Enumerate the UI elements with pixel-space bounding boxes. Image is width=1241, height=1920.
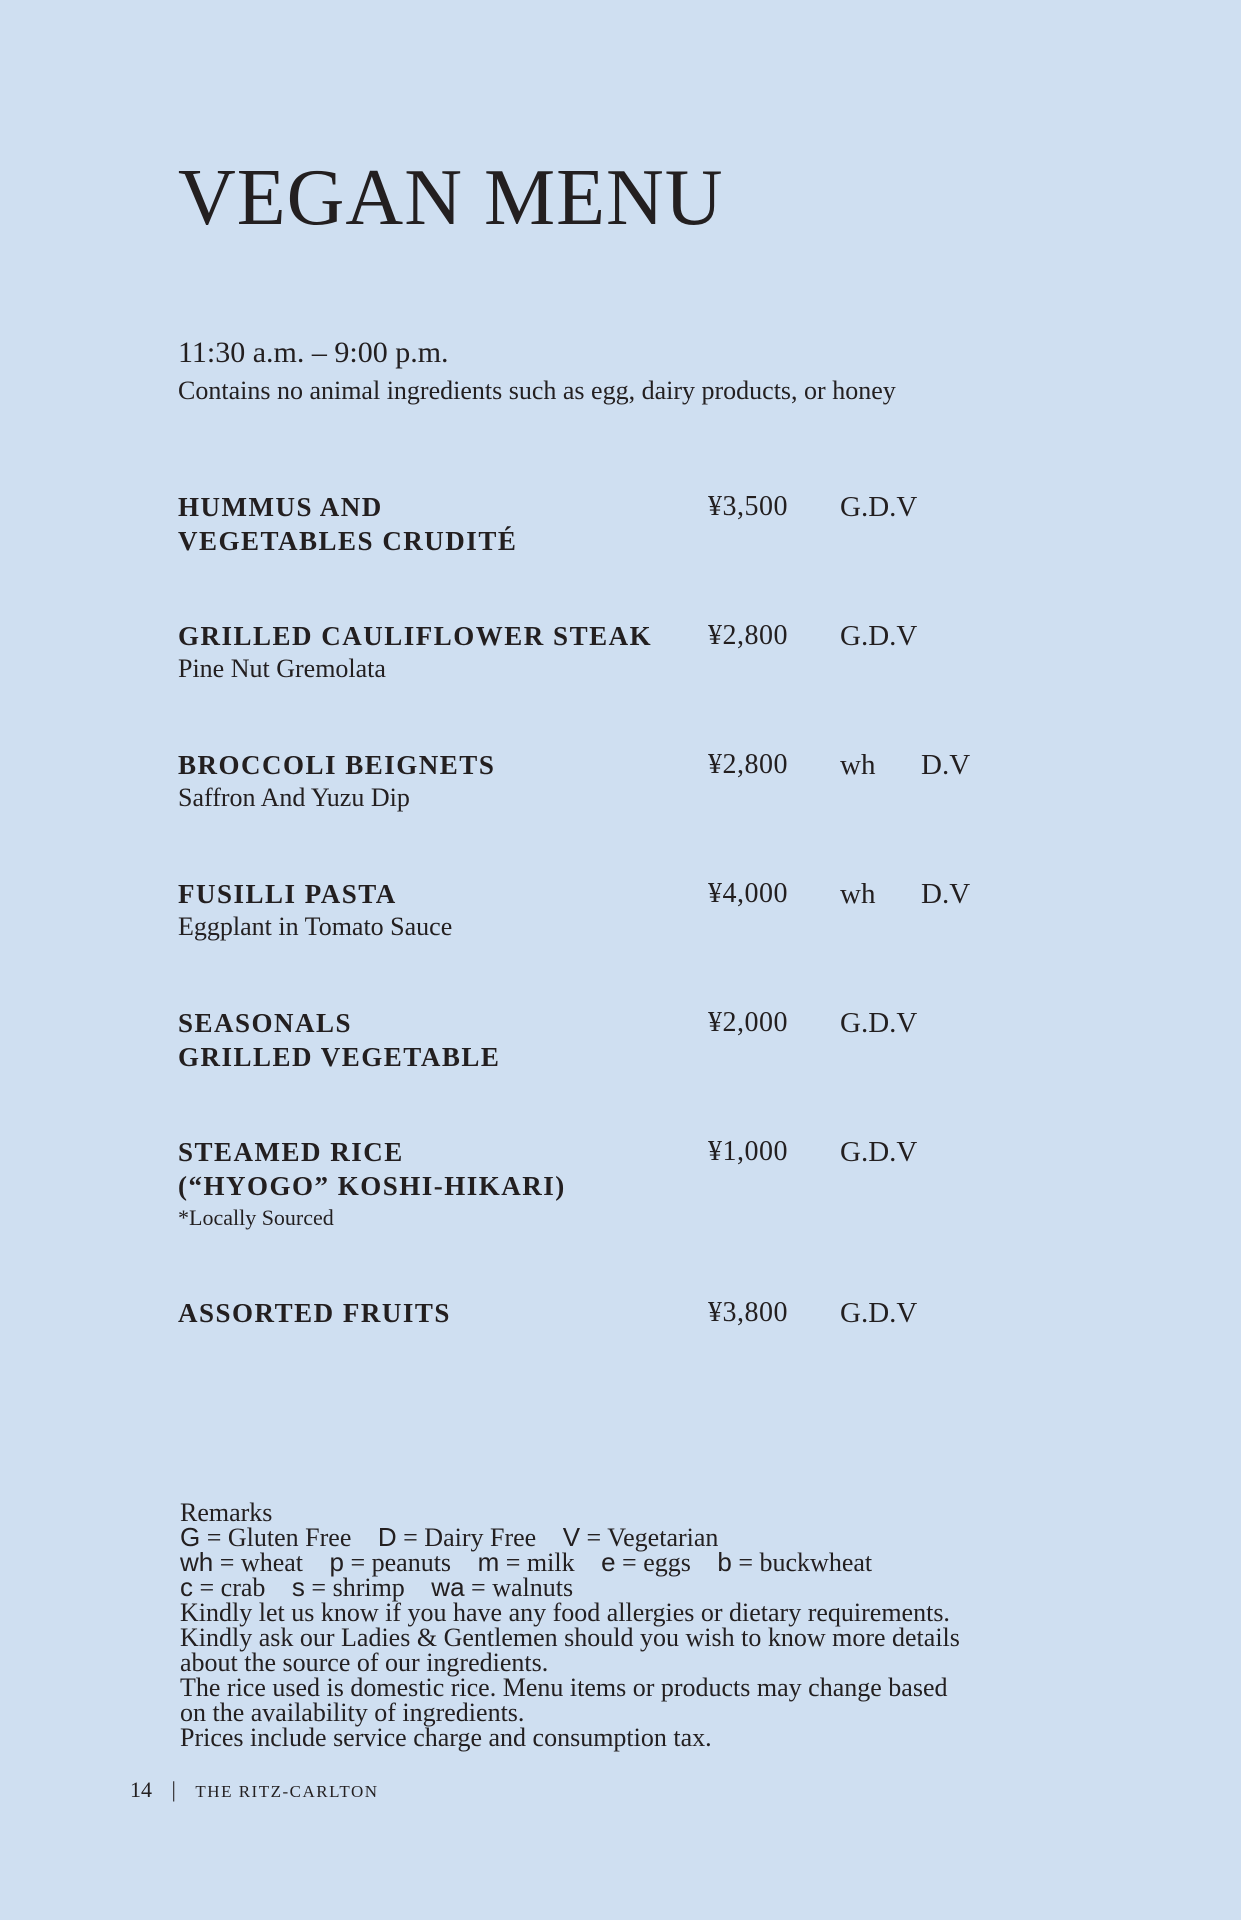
page-footer: [130, 1776, 379, 1806]
menu-item-hummus: [178, 490, 1078, 558]
item-price: ¥2,800: [708, 749, 788, 780]
item-dietary-tag: G.D.V: [840, 1297, 918, 1329]
legend-code: V: [562, 1522, 581, 1552]
remarks-line: The rice used is domestic rice. Menu items or products may change based: [180, 1673, 948, 1702]
menu-item-fusilli: [178, 877, 1078, 943]
service-hours: 11:30 a.m. – 9:00 p.m.: [178, 336, 449, 369]
legend-code: p: [329, 1547, 344, 1577]
item-price: ¥3,800: [708, 1297, 788, 1328]
menu-item-broccoli: [178, 748, 1078, 814]
remarks-line: Kindly ask our Ladies & Gentlemen should you wish to know more details: [180, 1623, 960, 1652]
remarks-line: Prices include service charge and consumption tax.: [180, 1723, 712, 1752]
footer-separator: |: [171, 1777, 176, 1802]
legend-code: e: [601, 1547, 616, 1577]
remarks-line: Kindly let us know if you have any food allergies or dietary requirements.: [180, 1598, 950, 1627]
remarks-section: [180, 1500, 1080, 1750]
legend-meaning: = buckwheat: [738, 1548, 873, 1577]
menu-item-cauliflower: [178, 619, 1078, 685]
legend-code: b: [717, 1547, 732, 1577]
page-number: 14: [130, 1777, 152, 1802]
item-allergen-tag: wh: [840, 749, 876, 781]
brand-name: THE RITZ-CARLTON: [195, 1782, 379, 1801]
legend-row: [180, 1522, 1080, 1552]
item-name: BROCCOLI BEIGNETS: [178, 750, 496, 780]
item-name-line2: (“HYOGO” KOSHI-HIKARI): [178, 1171, 566, 1201]
legend-code: wa: [431, 1572, 465, 1602]
legend-row: [180, 1572, 1080, 1602]
legend-meaning: = walnuts: [471, 1573, 574, 1602]
item-name: FUSILLI PASTA: [178, 879, 397, 909]
legend-code: D: [377, 1522, 397, 1552]
item-dietary-tag: G.D.V: [840, 1136, 918, 1168]
legend-meaning: = wheat: [219, 1548, 303, 1577]
item-name-line2: VEGETABLES CRUDITÉ: [178, 526, 518, 556]
menu-item-fruits: [178, 1296, 1078, 1330]
legend-meaning: = crab: [199, 1573, 266, 1602]
item-dietary-tag: D.V: [921, 749, 971, 781]
item-allergen-tag: wh: [840, 878, 876, 910]
legend-code: G: [180, 1522, 201, 1552]
legend-code: c: [180, 1572, 193, 1602]
remarks-line: on the availability of ingredients.: [180, 1698, 525, 1727]
legend-meaning: = milk: [505, 1548, 575, 1577]
item-dietary-tag: G.D.V: [840, 1007, 918, 1039]
menu-title: VEGAN MENU: [178, 154, 724, 242]
item-description: Pine Nut Gremolata: [178, 654, 386, 683]
item-description: Saffron And Yuzu Dip: [178, 783, 410, 812]
legend-meaning: = Dairy Free: [403, 1523, 537, 1552]
menu-item-steamed-rice: [178, 1135, 1078, 1233]
item-name: ASSORTED FRUITS: [178, 1298, 451, 1328]
legend-row: [180, 1547, 1080, 1577]
item-dietary-tag: G.D.V: [840, 491, 918, 523]
remarks-heading: Remarks: [180, 1498, 273, 1527]
item-dietary-tag: D.V: [921, 878, 971, 910]
item-price: ¥4,000: [708, 878, 788, 909]
item-note: *Locally Sourced: [178, 1205, 334, 1230]
item-description: Eggplant in Tomato Sauce: [178, 912, 453, 941]
item-name: HUMMUS AND: [178, 492, 383, 522]
ingredient-notice: Contains no animal ingredients such as egg, dairy products, or honey: [178, 376, 896, 405]
item-price: ¥2,800: [708, 620, 788, 651]
legend-meaning: = peanuts: [350, 1548, 452, 1577]
item-name: SEASONALS: [178, 1008, 353, 1038]
legend-code: m: [477, 1547, 500, 1577]
legend-meaning: = Vegetarian: [586, 1523, 719, 1552]
menu-item-seasonals: [178, 1006, 1078, 1074]
item-dietary-tag: G.D.V: [840, 620, 918, 652]
legend-meaning: = shrimp: [311, 1573, 405, 1602]
item-name: STEAMED RICE: [178, 1137, 404, 1167]
item-price: ¥2,000: [708, 1007, 788, 1038]
legend-code: wh: [180, 1547, 214, 1577]
item-name: GRILLED CAULIFLOWER STEAK: [178, 621, 653, 651]
item-name-line2: GRILLED VEGETABLE: [178, 1042, 501, 1072]
item-price: ¥3,500: [708, 491, 788, 522]
item-price: ¥1,000: [708, 1136, 788, 1167]
legend-code: s: [291, 1572, 305, 1602]
legend-meaning: = Gluten Free: [206, 1523, 352, 1552]
legend-meaning: = eggs: [622, 1548, 691, 1577]
remarks-line: about the source of our ingredients.: [180, 1648, 549, 1677]
